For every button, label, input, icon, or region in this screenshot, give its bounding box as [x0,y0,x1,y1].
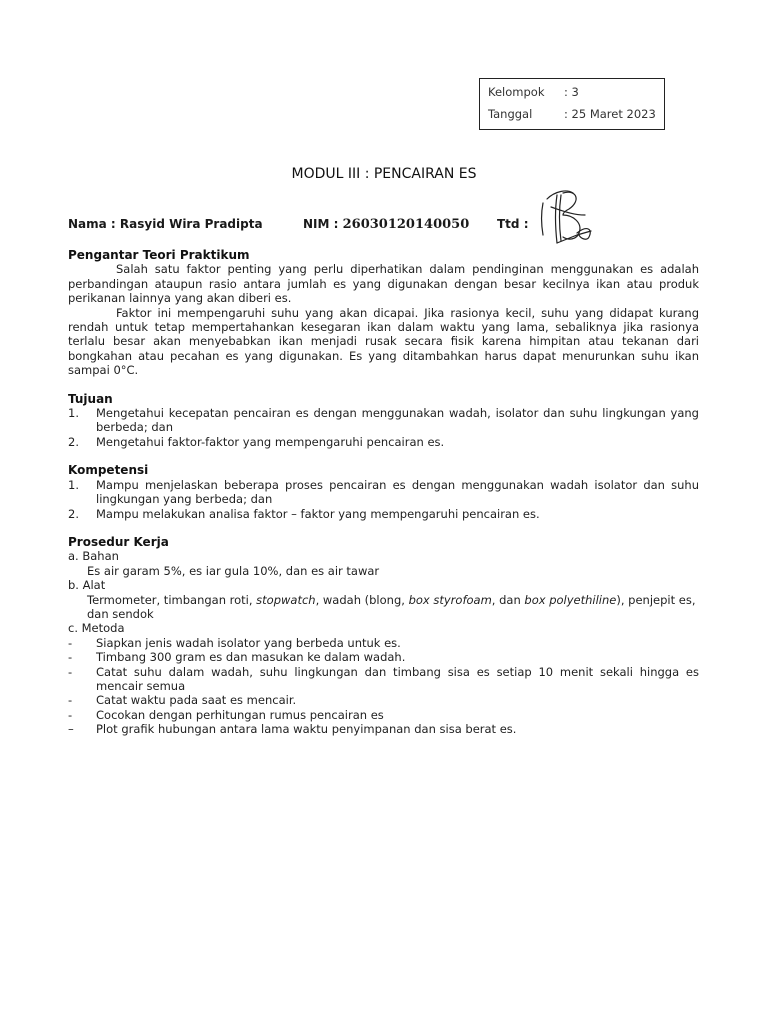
item-number: 2. [68,434,79,449]
bullet-dash: – [68,722,74,737]
tujuan-item [68,406,699,435]
metoda-item [68,665,699,694]
alat-part: , dan [491,592,525,607]
item-text: Timbang 300 gram es dan masukan ke dalam wadah. [96,650,406,665]
kompetensi-item [68,507,699,521]
tanggal-value: : 25 Maret 2023 [564,107,656,121]
kelompok-value: : 3 [564,85,579,99]
bullet-dash: - [68,650,73,665]
bullet-dash: - [68,635,73,650]
kompetensi-heading: Kompetensi [68,463,149,478]
student-nim [303,217,469,232]
document-body [68,248,699,737]
item-number: 2. [68,506,79,521]
kompetensi-item [68,478,699,507]
bullet-dash: - [68,693,73,708]
item-text: Mampu melakukan analisa faktor – faktor yang mempengaruhi pencairan es. [96,506,540,521]
kelompok-label: Kelompok [488,85,545,99]
alat-part: Termometer, timbangan roti, [87,592,257,607]
pengantar-section [68,248,699,378]
item-text: Catat suhu dalam wadah, suhu lingkungan dan timbang sisa es setiap 10 menit sekali hingga es mencair semua [96,664,699,693]
item-number: 1. [68,477,79,492]
tanggal-label: Tanggal [488,107,533,121]
alat-italic: stopwatch [256,592,316,607]
bahan-text: Es air garam 5%, es iar gula 10%, dan es air tawar [87,563,380,578]
metoda-label: c. Metoda [68,621,125,636]
item-text: Plot grafik hubungan antara lama waktu penyimpanan dan sisa berat es. [96,722,517,737]
alat-text [68,593,699,622]
pengantar-heading: Pengantar Teori Praktikum [68,248,250,262]
item-text: Cocokan dengan perhitungan rumus pencairan es [96,707,384,722]
alat-italic: box styrofoam [408,592,492,607]
metoda-item [68,722,699,736]
item-text: Siapkan jenis wadah isolator yang berbeda untuk es. [96,635,401,650]
nim-value: 26030120140050 [342,217,470,232]
module-title: MODUL III : PENCAIRAN ES [291,166,477,182]
metoda-item [68,636,699,650]
metoda-item [68,650,699,664]
alat-part: , wadah (blong, [315,592,409,607]
tujuan-heading: Tujuan [68,391,113,406]
kompetensi-section [68,463,699,521]
alat-part: ), penjepit es, dan sendok [87,592,696,621]
prosedur-heading: Prosedur Kerja [68,534,169,549]
item-number: 1. [68,406,79,421]
bullet-dash: - [68,664,73,679]
tanggal-row [488,106,658,122]
tujuan-section [68,392,699,450]
bahan-label: a. Bahan [68,549,119,564]
pengantar-paragraph-1: Salah satu faktor penting yang perlu diperhatikan dalam pendinginan menggunakan es adalah perbandingan ataupun rasio antara jumlah es yang digunakan dengan besar kecilnya ikan atau produk perikanan lainnya yang akan diberi es. [68,262,699,306]
handwritten-signature [533,185,611,251]
nim-label: NIM : [303,217,343,231]
alat-label: b. Alat [68,578,106,593]
student-name: Nama : Rasyid Wira Pradipta [68,217,263,231]
signature-label: Ttd : [497,217,529,231]
metoda-item [68,693,699,707]
group-info-box [479,78,665,130]
pengantar-paragraph-2: Faktor ini mempengaruhi suhu yang akan dicapai. Jika rasionya kecil, suhu yang didapat kurang rendah untuk tetap mempertahankan kesegaran ikan dalam waktu yang lama, sebaliknya jika rasionya terlalu besar akan menyebabkan ikan menjadi rusak secara fisik karena himpitan atau tekanan dari bongkahan atau pecahan es yang digunakan. Es yang ditambahkan harus dapat menurunkan suhu ikan sampai 0°C. [68,305,699,378]
tujuan-item [68,435,699,449]
alat-italic: box polyethiline [524,592,617,607]
item-text: Mengetahui faktor-faktor yang mempengaruhi pencairan es. [96,434,445,449]
prosedur-section [68,535,699,737]
metoda-item [68,708,699,722]
kelompok-row [488,84,658,100]
item-text: Catat waktu pada saat es mencair. [96,693,297,708]
bullet-dash: - [68,707,73,722]
item-text: Mengetahui kecepatan pencairan es dengan menggunakan wadah, isolator dan suhu lingkungan yang berbeda; dan [96,406,699,435]
item-text: Mampu menjelaskan beberapa proses pencairan es dengan menggunakan wadah isolator dan suhu lingkungan yang berbeda; dan [96,477,699,507]
